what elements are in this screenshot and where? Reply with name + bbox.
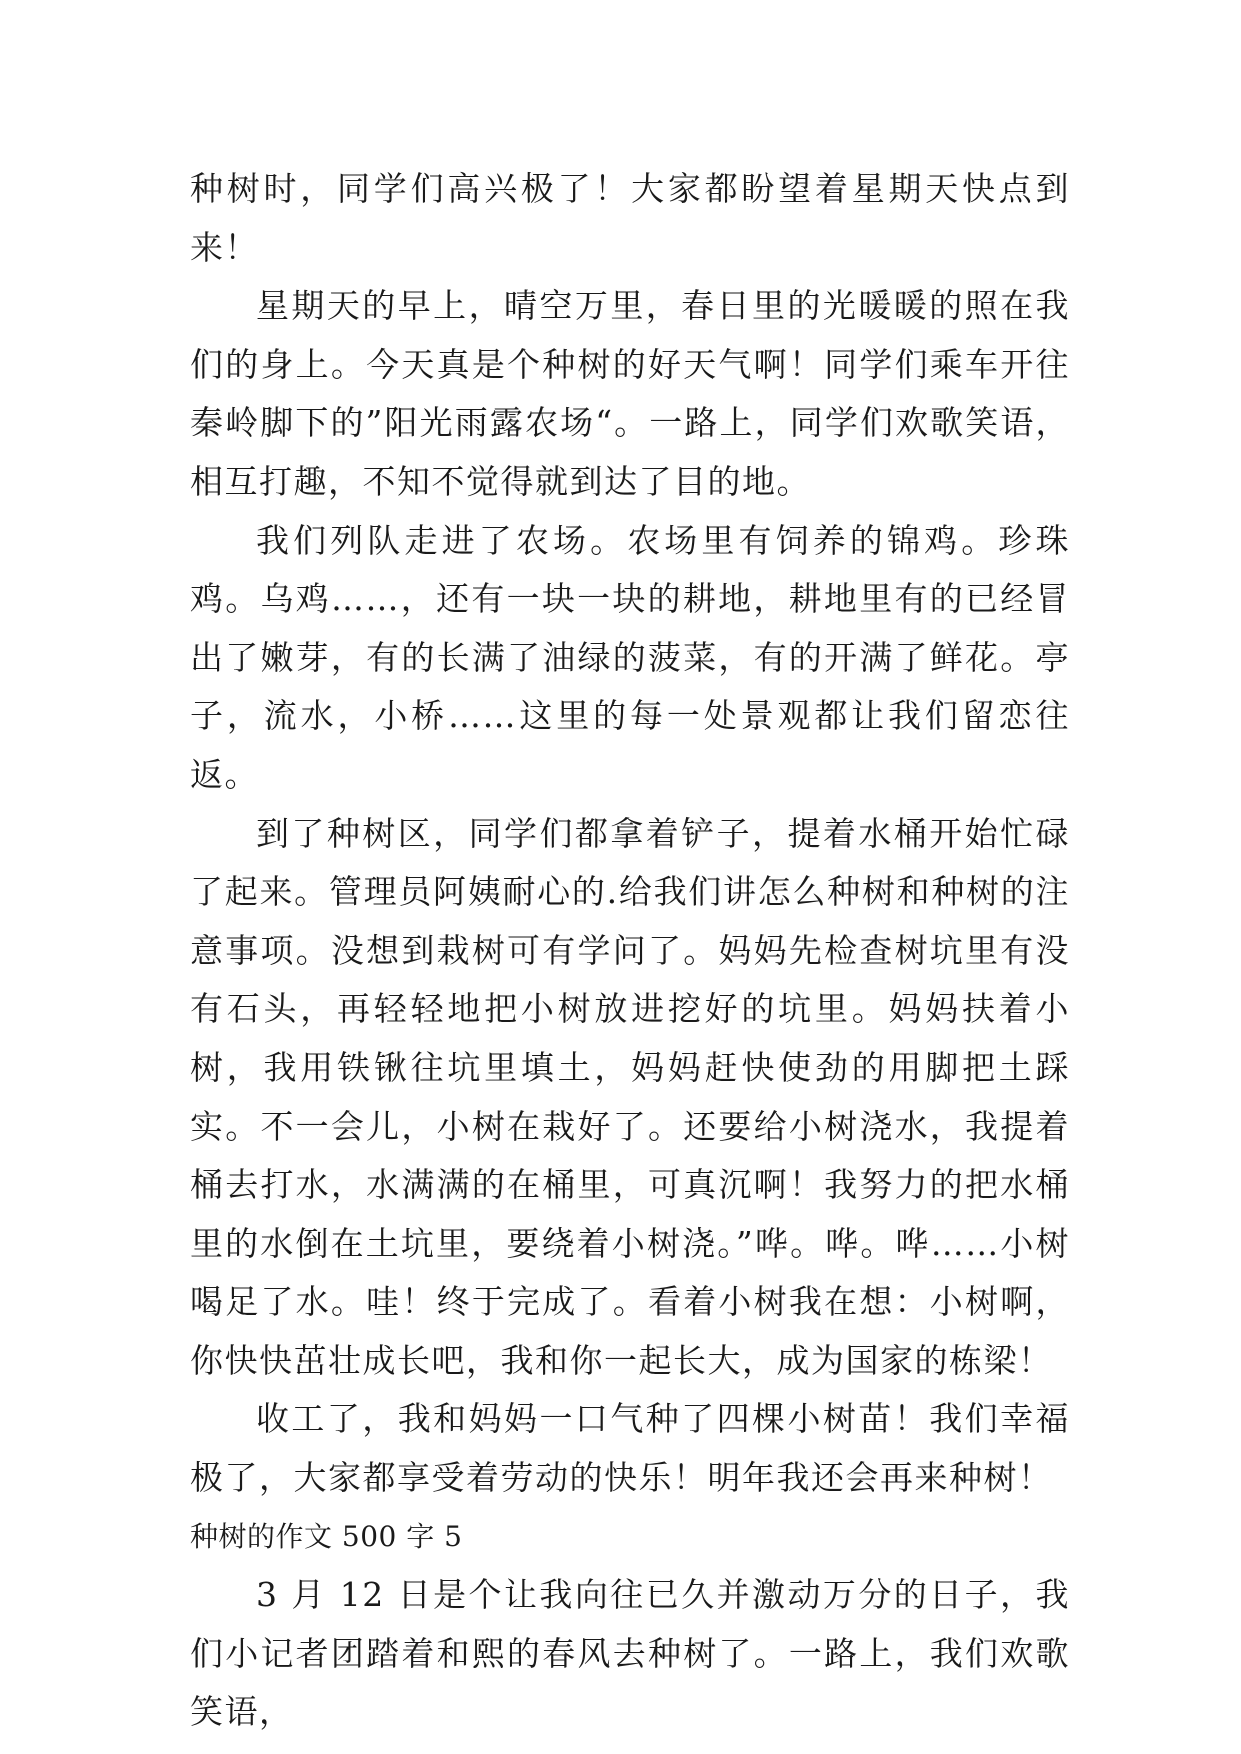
section-heading: 种树的作文 500 字 5 [190, 1519, 463, 1553]
paragraph-4: 到了种树区，同学们都拿着铲子，提着水桶开始忙碌了起来。管理员阿姨耐心的.给我们讲怎么种树和种树的注意事项。没想到栽树可有学问了。妈妈先检查树坑里有没有石头，再轻轻地把小树放进挖好的坑里。妈妈扶着小树，我用铁锹往坑里填土，妈妈赶快使劲的用脚把土踩实。不一会儿，小树在栽好了。还要给小树浇水，我提着桶去打水，水满满的在桶里，可真沉啊！我努力的把水桶里的水倒在土坑里，要绕着小树浇。”哗。哗。哗……小树喝足了水。哇！终于完成了。看着小树我在想：小树啊，你快快茁壮成长吧，我和你一起长大，成为国家的栋梁！ [190, 813, 1070, 1380]
document-body [190, 160, 1070, 1742]
paragraph-1: 种树时，同学们高兴极了！大家都盼望着星期天快点到来！ [190, 169, 1070, 267]
paragraph-3: 我们列队走进了农场。农场里有饲养的锦鸡。珍珠鸡。乌鸡……，还有一块一块的耕地，耕地里有的已经冒出了嫩芽，有的长满了油绿的菠菜，有的开满了鲜花。亭子，流水，小桥……这里的每一处景观都让我们留恋往返。 [190, 520, 1070, 794]
paragraph-2: 星期天的早上，晴空万里，春日里的光暖暖的照在我们的身上。今天真是个种树的好天气啊！同学们乘车开往秦岭脚下的”阳光雨露农场“。一路上，同学们欢歌笑语，相互打趣，不知不觉得就到达了目的地。 [190, 286, 1070, 501]
paragraph-5: 收工了，我和妈妈一口气种了四棵小树苗！我们幸福极了，大家都享受着劳动的快乐！明年我还会再来种树！ [190, 1399, 1070, 1498]
paragraph-6: 3 月 12 日是个让我向往已久并激动万分的日子，我们小记者团踏着和熙的春风去种树了。一路上，我们欢歌笑语， [190, 1575, 1070, 1732]
